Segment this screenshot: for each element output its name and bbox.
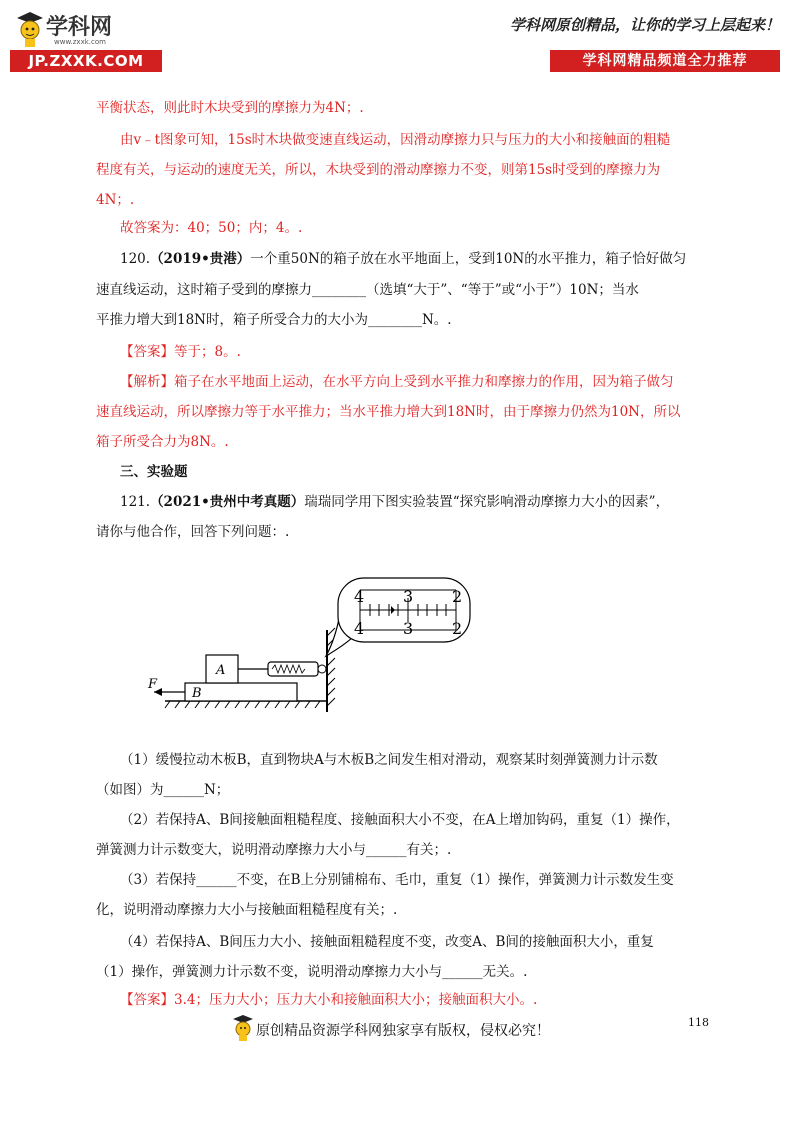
header-slogan: 学科网原创精品，让你的学习上层起来！ [509, 16, 780, 34]
subq-3-line-1: （3）若保持______不变，在B上分别铺棉布、毛巾，重复（1）操作，弹簧测力计示数发生变 [120, 872, 674, 888]
board-b-label: B [192, 686, 202, 701]
subq-2-line-1: （2）若保持A、B间接触面粗糙程度、接触面积大小不变，在A上增加钩码，重复（1）操作， [120, 812, 680, 828]
question-120-line-1 [120, 249, 686, 269]
answer-tag: 【答案】 [120, 344, 174, 360]
answer-120 [120, 342, 241, 362]
section-heading: 三、实验题 [120, 464, 188, 480]
answer-text: 3.4；压力大小；压力大小和接触面积大小；接触面积大小。. [174, 992, 538, 1008]
question-120-line-2: 速直线运动，这时箱子受到的摩擦力________（选填“大于”、“等于”或“小于”）10N；当水 [96, 282, 639, 298]
subq-3-line-2: 化，说明滑动摩擦力大小与接触面粗糙程度有关；. [96, 902, 398, 918]
solution-line-4: 4N；. [96, 192, 135, 208]
subq-2-line-2: 弹簧测力计示数变大，说明滑动摩擦力大小与______有关；. [96, 842, 452, 858]
logo-subtext: www.zxxk.com [54, 38, 106, 46]
question-text: 瑞瑞同学用下图实验装置“探究影响滑动摩擦力大小的因素”， [304, 494, 670, 510]
subq-4-line-1: （4）若保持A、B间压力大小、接触面粗糙程度不变，改变A、B间的接触面积大小，重复 [120, 934, 654, 950]
scale-label-2-bottom: 2 [452, 619, 463, 638]
force-f-label: F [148, 677, 158, 692]
question-120-line-3: 平推力增大到18N时，箱子所受合力的大小为________N。. [96, 312, 452, 328]
page-number: 118 [688, 1016, 709, 1029]
scale-label-4-top: 4 [354, 587, 365, 606]
question-text: 一个重50N的箱子放在水平地面上，受到10N的水平推力，箱子恰好做匀 [250, 251, 687, 267]
scale-label-4-bottom: 4 [354, 619, 365, 638]
answer-text: 等于；8。. [174, 344, 241, 360]
answer-tag: 【答案】 [120, 992, 174, 1008]
logo-text: 学科网 [46, 15, 113, 40]
question-121-line-1 [120, 492, 669, 512]
question-number: 120. [120, 251, 151, 267]
analysis-tag: 【解析】 [120, 374, 174, 390]
logo-mascot-icon [16, 10, 44, 48]
footer-mascot-icon [232, 1014, 254, 1042]
solution-line-2: 由v﹣t图象可知，15s时木块做变速直线运动，因滑动摩擦力只与压力的大小和接触面的粗糙 [120, 132, 671, 148]
subq-4-line-2: （1）操作，弹簧测力计示数不变，说明滑动摩擦力大小与______无关。. [96, 964, 528, 980]
channel-banner: 学科网精品频道全力推荐 [550, 50, 780, 72]
scale-label-3-bottom: 3 [403, 619, 414, 638]
analysis-120-line-3: 箱子所受合力为8N。. [96, 434, 229, 450]
question-number: 121. [120, 494, 151, 510]
solution-answer-line: 故答案为：40；50；内；4。. [120, 220, 303, 236]
subq-1-line-2: （如图）为______N； [96, 782, 230, 798]
solution-line-1: 平衡状态，则此时木块受到的摩擦力为4N；. [96, 100, 364, 116]
scale-label-3-top: 3 [403, 587, 414, 606]
analysis-120-line-2: 速直线运动，所以摩擦力等于水平推力；当水平推力增大到18N时，由于摩擦力仍然为10N，所以 [96, 404, 681, 420]
analysis-120-line-1 [120, 372, 674, 392]
logo-url-bar: JP.ZXXK.COM [10, 50, 162, 72]
question-source: （2019•贵港） [150, 251, 251, 267]
scale-label-2-top: 2 [452, 587, 463, 606]
experiment-figure [140, 570, 500, 720]
question-121-line-2: 请你与他合作，回答下列问题：. [96, 524, 290, 540]
block-a-label: A [216, 663, 226, 678]
question-source: （2021•贵州中考真题） [150, 494, 305, 510]
footer-copyright: 原创精品资源学科网独家享有版权，侵权必究！ [256, 1023, 550, 1039]
analysis-text: 箱子在水平地面上运动，在水平方向上受到水平推力和摩擦力的作用，因为箱子做匀 [174, 374, 674, 390]
subq-1-line-1: （1）缓慢拉动木板B，直到物块A与木板B之间发生相对滑动，观察某时刻弹簧测力计示数 [120, 752, 658, 768]
answer-121 [120, 990, 537, 1010]
solution-line-3: 程度有关，与运动的速度无关，所以，木块受到的滑动摩擦力不变，则第15s时受到的摩擦力为 [96, 162, 661, 178]
